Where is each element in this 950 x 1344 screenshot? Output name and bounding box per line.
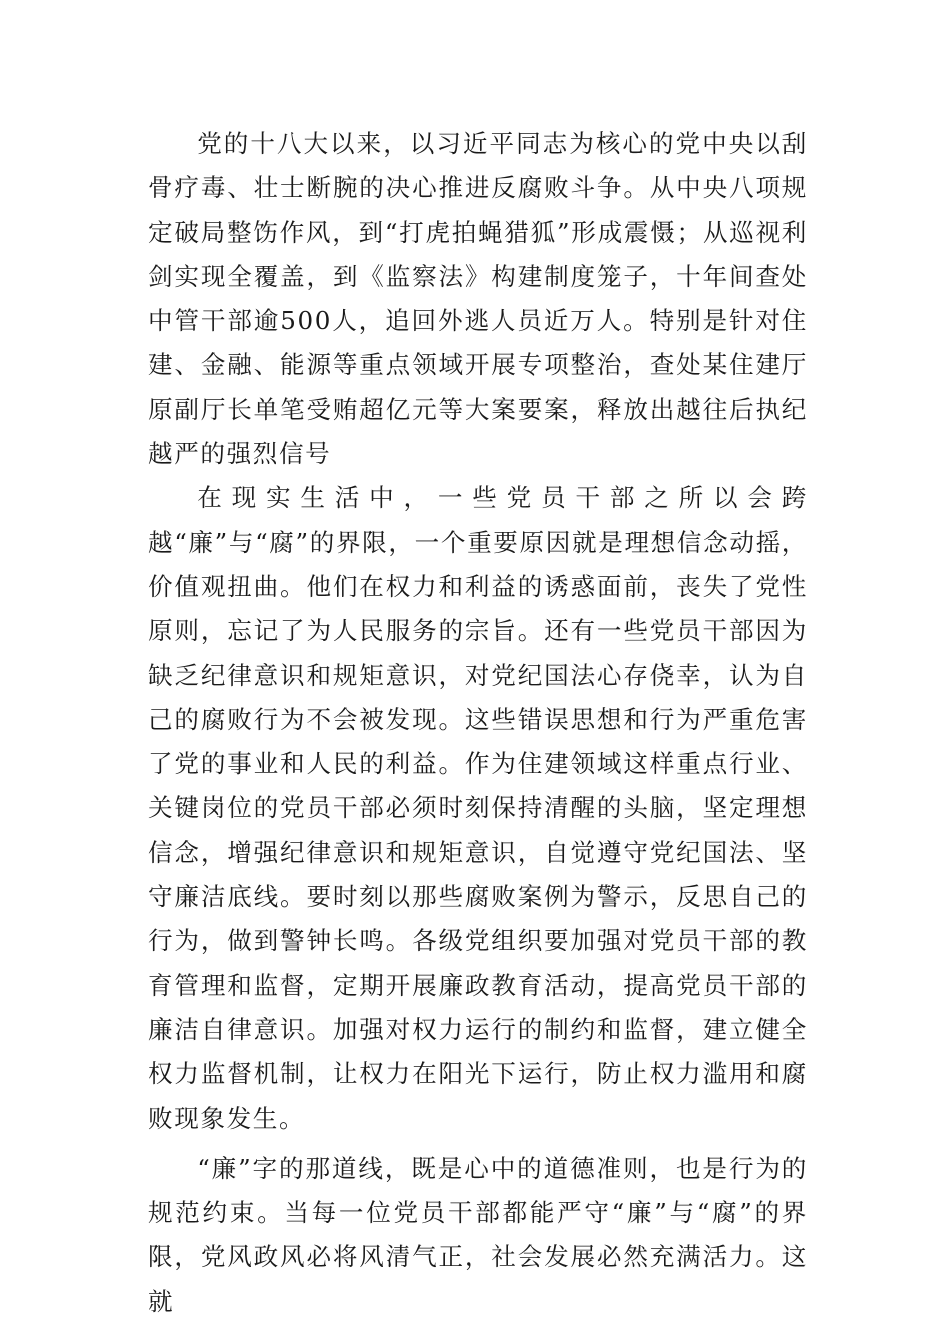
document-body [148, 122, 808, 1324]
paragraph-conclusion: “廉”字的那道线，既是心中的道德准则，也是行为的规范约束。当每一位党员干部都能严守“廉”与“腐”的界限，党风政风必将风清气正，社会发展必然充满活力。这就 [148, 1153, 808, 1316]
paragraph-achievements: 党的十八大以来，以习近平同志为核心的党中央以刮骨疗毒、壮士断腕的决心推进反腐败斗争。从中央八项规定破局整饬作风，到“打虎拍蝇猎狐”形成震慑；从巡视利剑实现全覆盖，到《监察法》构建制度笼子，十年间查处中管干部逾500人，追回外逃人员近万人。特别是针对住建、金融、能源等重点领域开展专项整治，查处某住建厅原副厅长单笔受贿超亿元等大案要案，释放出越往后执纪越严的强烈信号 [148, 129, 808, 469]
paragraph-causes-and-measures: 在现实生活中，一些党员干部之所以会跨越“廉”与“腐”的界限，一个重要原因就是理想信念动摇，价值观扭曲。他们在权力和利益的诱惑面前，丧失了党性原则，忘记了为人民服务的宗旨。还有一些党员干部因为缺乏纪律意识和规矩意识，对党纪国法心存侥幸，认为自己的腐败行为不会被发现。这些错误思想和行为严重危害了党的事业和人民的利益。作为住建领域这样重点行业、关键岗位的党员干部必须时刻保持清醒的头脑，坚定理想信念，增强纪律意识和规矩意识，自觉遵守党纪国法、坚守廉洁底线。要时刻以那些腐败案例为警示，反思自己的行为，做到警钟长鸣。各级党组织要加强对党员干部的教育管理和监督，定期开展廉政教育活动，提高党员干部的廉洁自律意识。加强对权力运行的制约和监督，建立健全权力监督机制，让权力在阳光下运行，防止权力滥用和腐败现象发生。 [148, 483, 808, 1133]
